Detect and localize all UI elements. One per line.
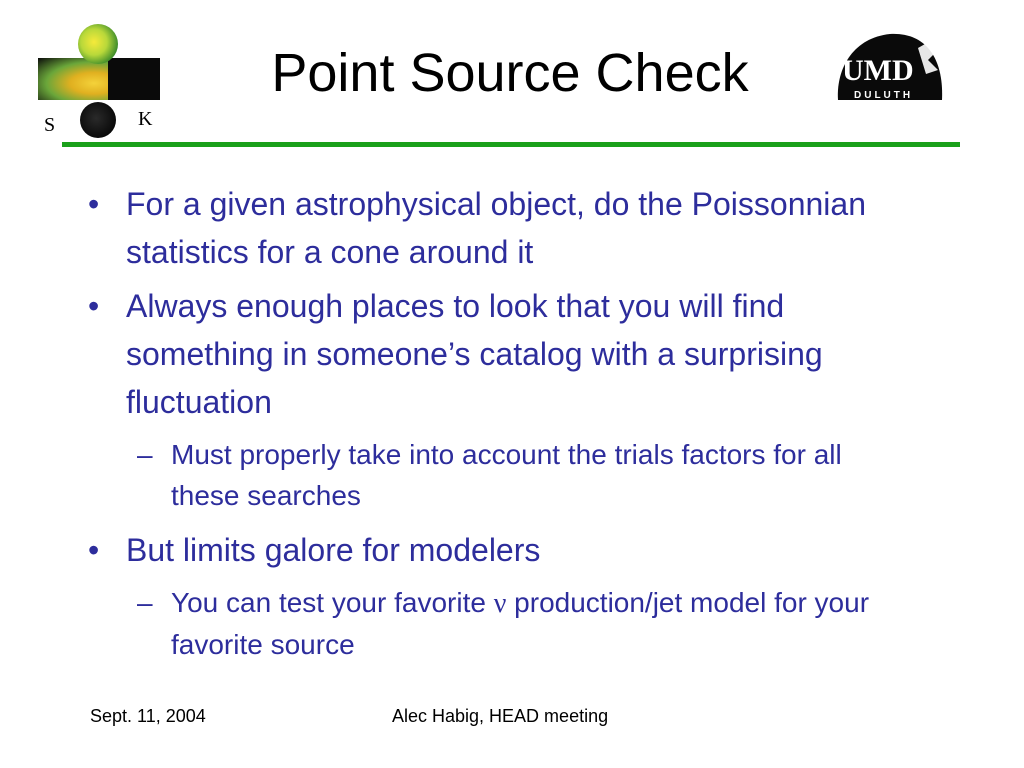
bullet-3 xyxy=(88,526,906,574)
sk-logo-letter-k: K xyxy=(138,108,153,130)
umd-wordmark: UMD xyxy=(842,54,914,87)
sk-logo-top-circle xyxy=(78,24,118,64)
bullet-marker: • xyxy=(88,186,100,222)
umd-subtext: DULUTH xyxy=(854,90,914,101)
bullet-1 xyxy=(88,180,906,276)
super-kamiokande-logo xyxy=(34,20,164,140)
sub-bullet-marker: – xyxy=(137,439,153,470)
bullet-2 xyxy=(88,282,906,426)
bullet-text: For a given astrophysical object, do the Poissonnian statistics for a cone around it xyxy=(126,186,866,270)
title-divider xyxy=(62,142,960,147)
sk-logo-glow xyxy=(38,58,108,100)
footer-presenter: Alec Habig, HEAD meeting xyxy=(392,706,609,726)
sub-bullet-text: Must properly take into account the trials factors for all these searches xyxy=(171,439,842,511)
bullet-text: Always enough places to look that you will find something in someone’s catalog with a surprising fluctuation xyxy=(126,288,823,420)
sk-logo-letter-s: S xyxy=(44,114,56,136)
sub-bullet-text-before: You can test your favorite xyxy=(171,587,494,618)
sub-bullet-marker: – xyxy=(137,587,153,618)
slide-title: Point Source Check xyxy=(271,43,749,103)
bullet-marker: • xyxy=(88,288,100,324)
bullet-text: But limits galore for modelers xyxy=(126,532,541,568)
sub-bullet-1 xyxy=(137,434,911,516)
footer-date: Sept. 11, 2004 xyxy=(90,706,206,726)
bullet-marker: • xyxy=(88,532,100,568)
umd-duluth-logo xyxy=(832,30,948,106)
sub-bullet-text-after: production/jet model for your favorite source xyxy=(171,587,870,660)
sub-bullet-2 xyxy=(137,582,911,665)
nu-symbol: ν xyxy=(493,588,507,619)
sk-logo-bottom-circle xyxy=(80,102,116,138)
